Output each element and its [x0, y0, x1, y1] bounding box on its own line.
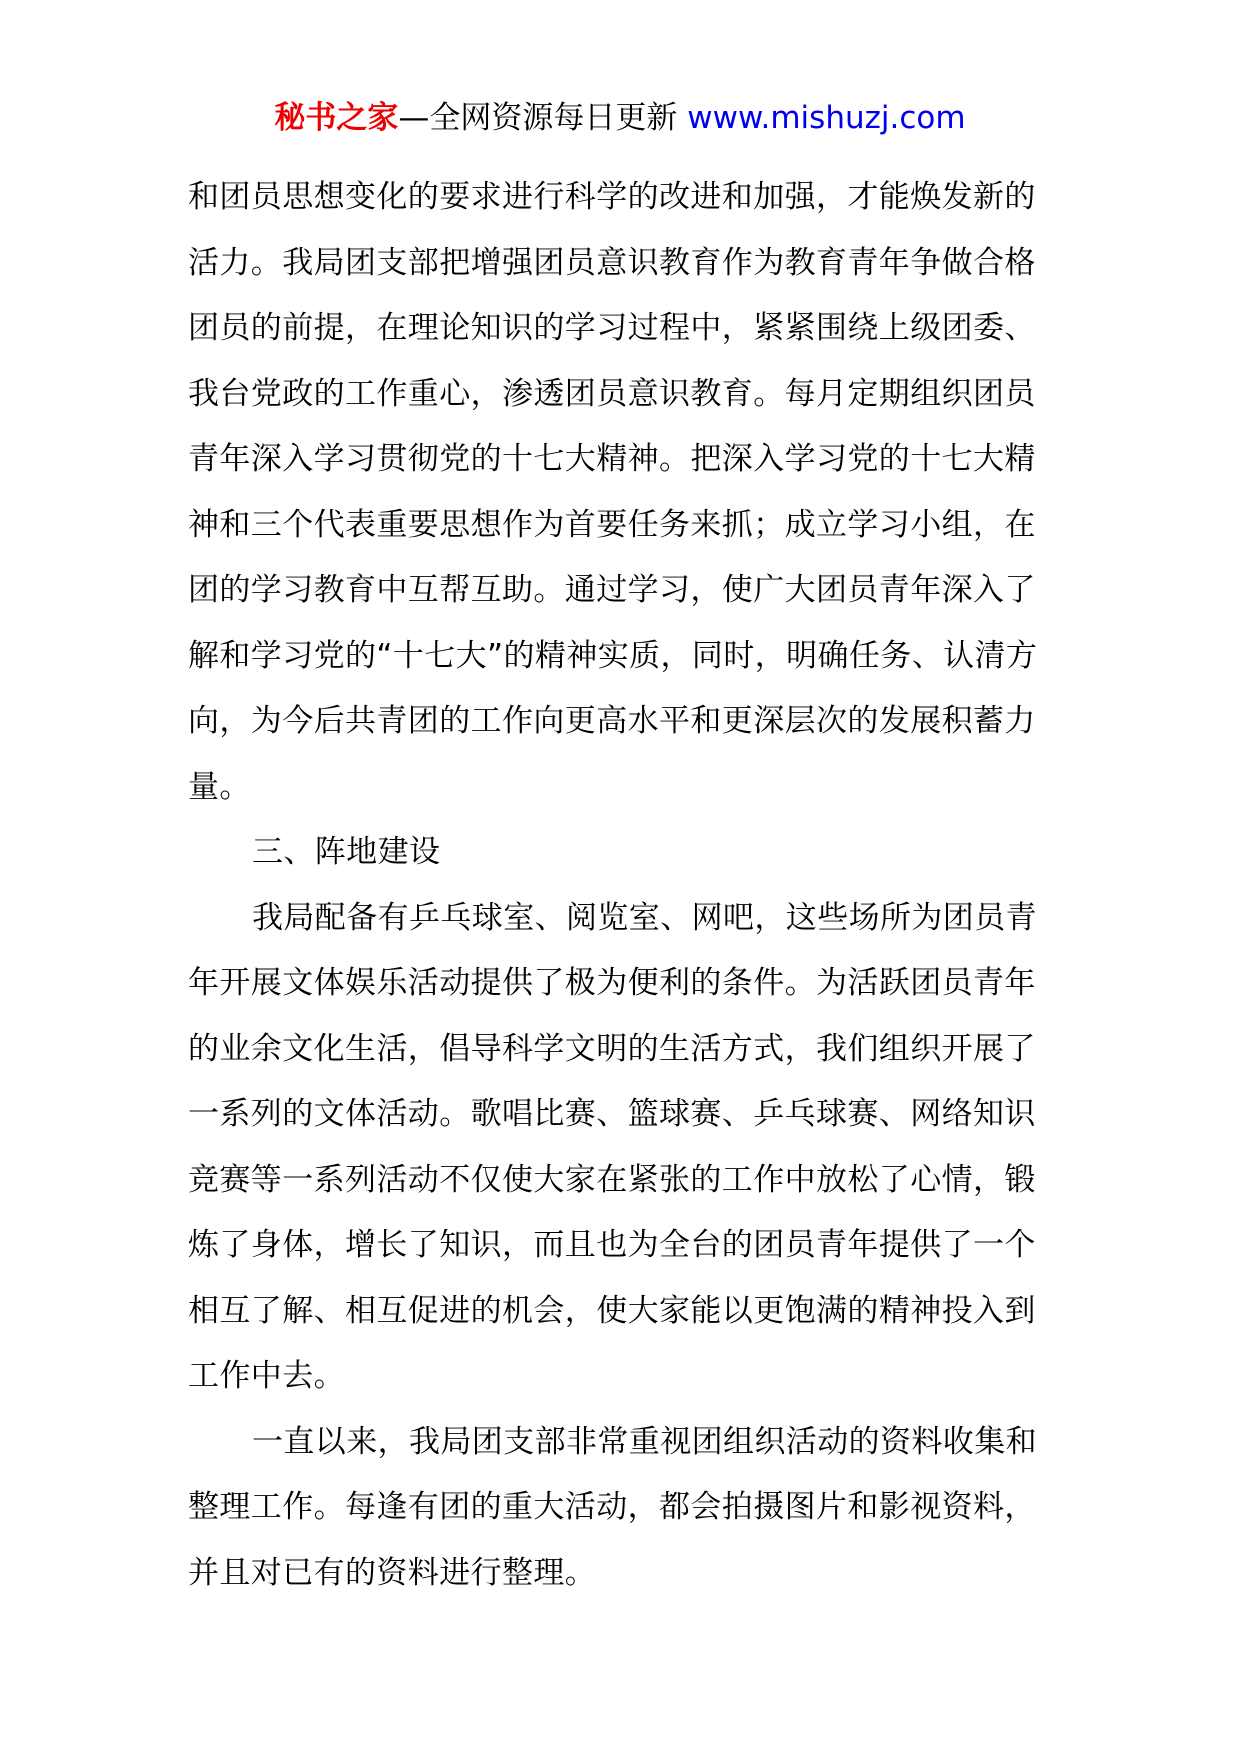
paragraph: 一直以来，我局团支部非常重视团组织活动的资料收集和整理工作。每逢有团的重大活动，都会拍摄图片和影视资料，并且对已有的资料进行整理。 [188, 1423, 1037, 1591]
site-tagline: —全网资源每日更新 [398, 100, 688, 136]
paragraph-continued: 和团员思想变化的要求进行科学的改进和加强，才能焕发新的活力。我局团支部把增强团员意识教育作为教育青年争做合格团员的前提，在理论知识的学习过程中，紧紧围绕上级团委、我台党政的工作重心，渗透团员意识教育。每月定期组织团员青年深入学习贯彻党的十七大精神。把深入学习党的十七大精神和三个代表重要思想作为首要任务来抓；成立学习小组，在团的学习教育中互帮互助。通过学习，使广大团员青年深入了解和学习党的“十七大”的精神实质，同时，明确任务、认清方向，为今后共青团的工作向更高水平和更深层次的发展积蓄力量。 [188, 179, 1038, 805]
site-url-link[interactable]: www.mishuzj.com [687, 100, 966, 136]
page-header [0, 98, 1240, 138]
site-brand: 秘书之家 [274, 100, 399, 136]
section-heading: 三、阵地建设 [252, 834, 441, 870]
paragraph: 我局配备有乒乓球室、阅览室、网吧，这些场所为团员青年开展文体娱乐活动提供了极为便利的条件。为活跃团员青年的业余文化生活，倡导科学文明的生活方式，我们组织开展了一系列的文体活动。歌唱比赛、篮球赛、乒乓球赛、网络知识竞赛等一系列活动不仅使大家在紧张的工作中放松了心情，锻炼了身体，增长了知识，而且也为全台的团员青年提供了一个相互了解、相互促进的机会，使大家能以更饱满的精神投入到工作中去。 [188, 899, 1037, 1394]
document-body [188, 165, 1054, 1606]
